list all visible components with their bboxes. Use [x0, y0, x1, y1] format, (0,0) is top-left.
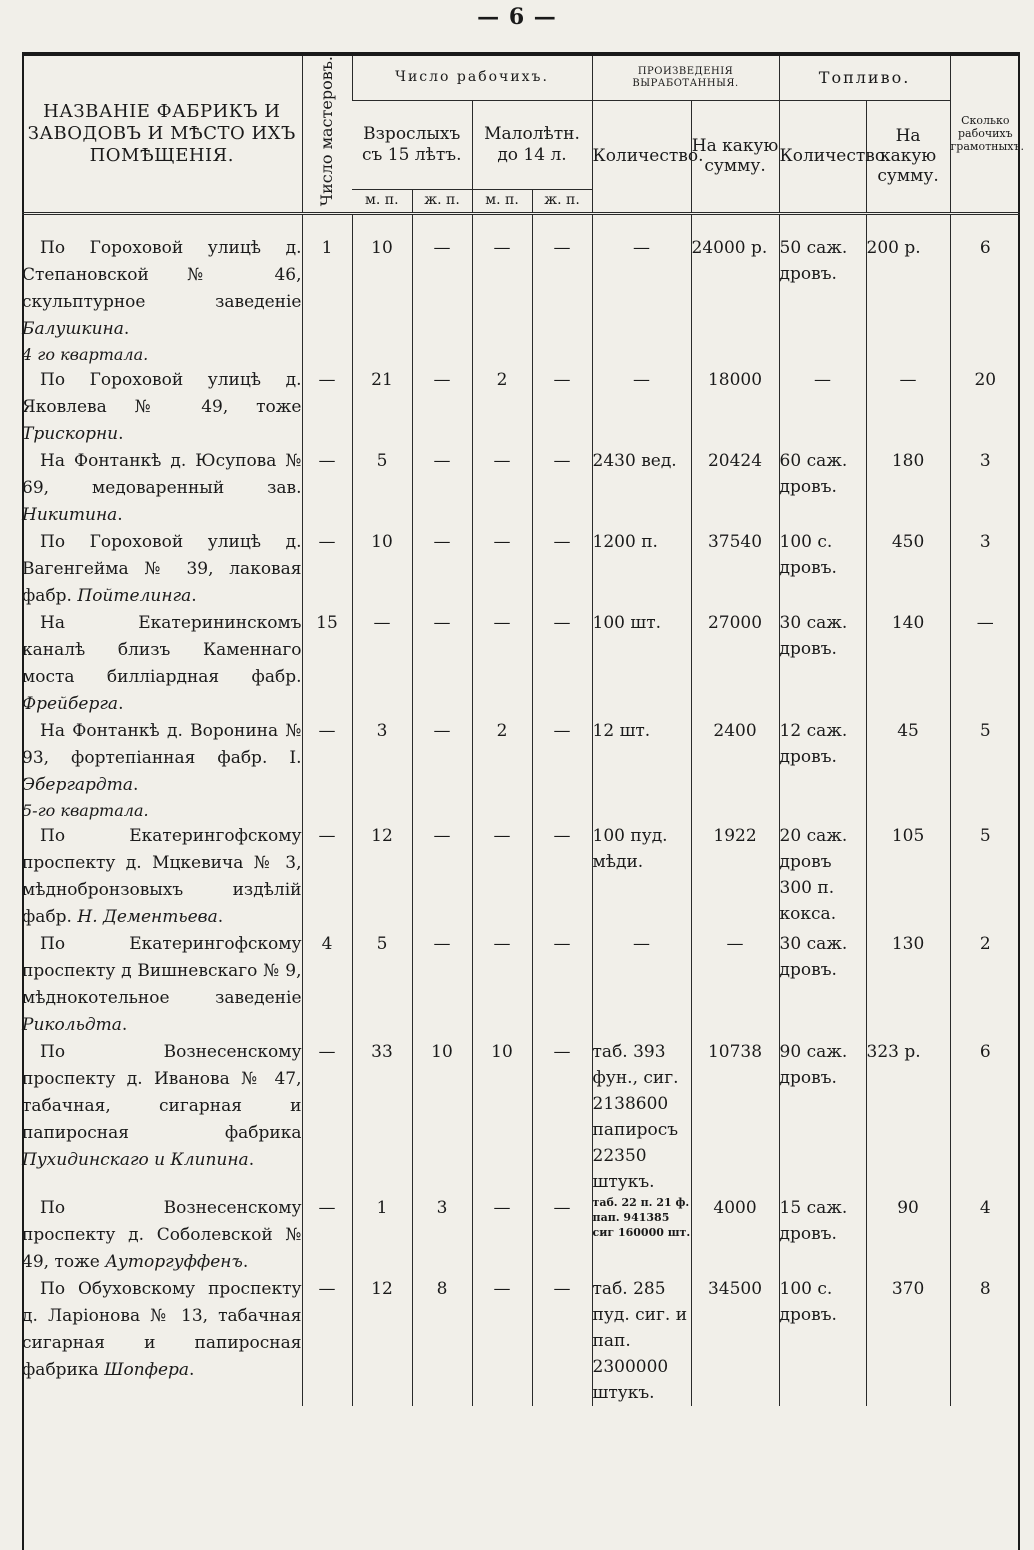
cell-masters: — [302, 823, 352, 931]
cell-am: — [352, 610, 412, 718]
cell-masters: — [302, 1039, 352, 1195]
cell-af: — [412, 931, 472, 1039]
cell-masters: — [302, 1276, 352, 1406]
empty-cell [866, 343, 950, 367]
empty-cell [472, 799, 532, 823]
cell-af: — [412, 718, 472, 799]
table-row [22, 448, 1020, 529]
cell-ps: 24000 р. [691, 235, 779, 343]
table-row [22, 823, 1020, 931]
table-row [22, 1195, 1020, 1276]
cell-mf: — [532, 448, 592, 529]
cell-fs: 323 р. [866, 1039, 950, 1195]
cell-lit: 5 [950, 823, 1020, 931]
cell-mf: — [532, 367, 592, 448]
empty-cell [779, 799, 866, 823]
cell-am: 5 [352, 448, 412, 529]
factory-name: По Вознесенскому проспекту д. Соболевской № 49, тоже Аутоpгуффенъ. [22, 1198, 302, 1273]
empty-cell [302, 343, 352, 367]
cell-ps: 20424 [691, 448, 779, 529]
empty-cell [352, 799, 412, 823]
empty-cell [532, 343, 592, 367]
page-number: — 6 — [477, 4, 557, 30]
cell-mm: — [472, 931, 532, 1039]
table-body [22, 213, 1020, 1406]
cell-ps: 1922 [691, 823, 779, 931]
cell-ps: 10738 [691, 1039, 779, 1195]
cell-fs: 140 [866, 610, 950, 718]
cell-pq: таб. 393 фун., сиг. 2138600 папиросъ 22350 штукъ. [592, 1039, 691, 1195]
cell-fs: 130 [866, 931, 950, 1039]
table-row [22, 529, 1020, 610]
cell-mf: — [532, 1039, 592, 1195]
empty-cell [352, 343, 412, 367]
cell-af: — [412, 235, 472, 343]
cell-masters: — [302, 1195, 352, 1276]
empty-cell [691, 343, 779, 367]
section-title: 4 го квартала. [22, 345, 149, 365]
cell-fq: 20 саж. дровъ 300 п. кокса. [779, 823, 866, 931]
cell-fq: 90 саж. дровъ. [779, 1039, 866, 1195]
cell-ps: 27000 [691, 610, 779, 718]
empty-cell [302, 799, 352, 823]
header-workers-group: Число рабочихъ. [352, 56, 592, 100]
cell-mf: — [532, 235, 592, 343]
cell-fs: — [866, 367, 950, 448]
cell-am: 10 [352, 235, 412, 343]
cell-fs: 450 [866, 529, 950, 610]
cell-mf: — [532, 1276, 592, 1406]
cell-mm: 2 [472, 367, 532, 448]
cell-mm: — [472, 1195, 532, 1276]
factories-table [22, 56, 1024, 1406]
cell-masters: — [302, 367, 352, 448]
cell-af: 8 [412, 1276, 472, 1406]
empty-cell [691, 799, 779, 823]
factory-name: На Екатерининскомъ каналѣ близъ Каменнаго моста билліардная фабр. Фрейберга. [22, 613, 302, 715]
header-products-quantity: Количество. [592, 100, 691, 213]
section-title: 5-го квартала. [22, 801, 149, 821]
cell-pq: таб. 22 п. 21 ф. пап. 941385 сиг 160000 шт. [592, 1195, 691, 1276]
cell-fq: 30 саж. дровъ. [779, 610, 866, 718]
header-masters-label: Число мастеровъ. [317, 56, 337, 207]
factory-name: По Екатерингофскому проспекту д Вишневскаго № 9, мѣднокотельное заведеніе Рикольдта. [22, 934, 302, 1036]
header-minors-male: м. п. [472, 189, 532, 213]
cell-masters: 1 [302, 235, 352, 343]
cell-masters: 15 [302, 610, 352, 718]
factory-name: По Обуховскому проспекту д. Ларіонова № 13, табачная сигарная и папиросная фабрика Шопфера. [22, 1279, 302, 1381]
header-products-sum: На какую сумму. [691, 100, 779, 213]
cell-mm: — [472, 529, 532, 610]
cell-af: — [412, 823, 472, 931]
empty-cell [532, 799, 592, 823]
cell-mf: — [532, 718, 592, 799]
header-minors-female: ж. п. [532, 189, 592, 213]
cell-fs: 180 [866, 448, 950, 529]
empty-cell [412, 799, 472, 823]
cell-fq: 50 саж. дровъ. [779, 235, 866, 343]
cell-am: 10 [352, 529, 412, 610]
cell-ps: 4000 [691, 1195, 779, 1276]
empty-cell [950, 343, 1020, 367]
table-row [22, 718, 1020, 799]
cell-lit: 5 [950, 718, 1020, 799]
cell-mf: — [532, 529, 592, 610]
cell-pq: — [592, 367, 691, 448]
table-row [22, 1276, 1020, 1406]
cell-fs: 105 [866, 823, 950, 931]
factory-name: По Гороховой улицѣ д. Вагенгейма № 39, лаковая фабр. Пойтелинга. [22, 532, 302, 607]
cell-ps: 34500 [691, 1276, 779, 1406]
factory-name: На Фонтанкѣ д. Юсупова № 69, медоваренный зав. Никитина. [22, 451, 302, 526]
cell-am: 12 [352, 823, 412, 931]
cell-ps: 37540 [691, 529, 779, 610]
cell-masters: — [302, 718, 352, 799]
cell-af: 10 [412, 1039, 472, 1195]
empty-cell [950, 799, 1020, 823]
header-adults-female: ж. п. [412, 189, 472, 213]
cell-af: 3 [412, 1195, 472, 1276]
cell-mf: — [532, 823, 592, 931]
cell-masters: — [302, 529, 352, 610]
cell-mf: — [532, 610, 592, 718]
cell-pq: таб. 285 пуд. сиг. и пап. 2300000 штукъ. [592, 1276, 691, 1406]
cell-pq: 12 шт. [592, 718, 691, 799]
cell-pq: 1200 п. [592, 529, 691, 610]
cell-mf: — [532, 931, 592, 1039]
section-row [22, 799, 1020, 823]
factory-name: По Гороховой улицѣ д. Степановской № 46, скульптурное заведеніе Балушкина. [22, 238, 302, 340]
cell-ps: 18000 [691, 367, 779, 448]
empty-cell [866, 799, 950, 823]
cell-fs: 45 [866, 718, 950, 799]
cell-mm: — [472, 1276, 532, 1406]
header-adults-male: м. п. [352, 189, 412, 213]
empty-cell [412, 343, 472, 367]
cell-masters: 4 [302, 931, 352, 1039]
factory-name: На Фонтанкѣ д. Воронина № 93, фортепіанная фабр. І. Эбергардта. [22, 721, 302, 796]
cell-fq: 60 саж. дровъ. [779, 448, 866, 529]
cell-mm: — [472, 448, 532, 529]
factory-name: По Екатерингофскому проспекту д. Мцкевича № 3, мѣднобронзовыхъ издѣлій фабр. Н. Дементьева. [22, 826, 302, 928]
cell-fs: 200 р. [866, 235, 950, 343]
cell-lit: 3 [950, 529, 1020, 610]
empty-cell [592, 343, 691, 367]
cell-mf: — [532, 1195, 592, 1276]
header-minors: Малолѣтн. до 14 л. [472, 100, 592, 189]
header-products-group: ПРОИЗВЕДЕНІЯ ВЫРАБОТАННЫЯ. [592, 56, 779, 100]
factory-name: По Вознесенскому проспекту д. Иванова № 47, табачная, сигарная и папиросная фабрика Пухидинскаго и Клипина. [22, 1042, 302, 1171]
cell-fq: — [779, 367, 866, 448]
cell-lit: 6 [950, 235, 1020, 343]
cell-af: — [412, 367, 472, 448]
cell-mm: 10 [472, 1039, 532, 1195]
spacer-row [22, 213, 1020, 235]
cell-ps: — [691, 931, 779, 1039]
cell-mm: 2 [472, 718, 532, 799]
cell-am: 21 [352, 367, 412, 448]
table-row [22, 931, 1020, 1039]
cell-pq: 2430 вед. [592, 448, 691, 529]
cell-fq: 15 саж. дровъ. [779, 1195, 866, 1276]
factory-name: По Гороховой улицѣ д. Яковлева № 49, тоже Трискорни. [22, 370, 302, 445]
header-fuel-sum: На какую сумму. [866, 100, 950, 213]
cell-lit: 3 [950, 448, 1020, 529]
cell-am: 3 [352, 718, 412, 799]
cell-pq: 100 пуд. мѣди. [592, 823, 691, 931]
header-adults: Взрослыхъ съ 15 лѣтъ. [352, 100, 472, 189]
table-row [22, 235, 1020, 343]
header-name-column: НАЗВАНІЕ ФАБРИКЪ И ЗАВОДОВЪ И МѢСТО ИХЪ ПОМѢЩЕНІЯ. [22, 56, 302, 213]
cell-lit: 2 [950, 931, 1020, 1039]
cell-lit: — [950, 610, 1020, 718]
section-row [22, 343, 1020, 367]
cell-ps: 2400 [691, 718, 779, 799]
header-masters-column [302, 56, 352, 213]
cell-am: 33 [352, 1039, 412, 1195]
cell-af: — [412, 529, 472, 610]
cell-fq: 30 саж. дровъ. [779, 931, 866, 1039]
empty-cell [472, 343, 532, 367]
table-row [22, 1039, 1020, 1195]
cell-am: 12 [352, 1276, 412, 1406]
cell-mm: — [472, 823, 532, 931]
empty-cell [779, 343, 866, 367]
cell-fq: 12 саж. дровъ. [779, 718, 866, 799]
cell-af: — [412, 610, 472, 718]
cell-mm: — [472, 235, 532, 343]
cell-am: 5 [352, 931, 412, 1039]
cell-fq: 100 с. дровъ. [779, 529, 866, 610]
table-row [22, 367, 1020, 448]
cell-lit: 6 [950, 1039, 1020, 1195]
cell-lit: 4 [950, 1195, 1020, 1276]
cell-masters: — [302, 448, 352, 529]
header-fuel-group: Топливо. [779, 56, 950, 100]
cell-pq: — [592, 235, 691, 343]
empty-cell [592, 799, 691, 823]
cell-lit: 8 [950, 1276, 1020, 1406]
cell-am: 1 [352, 1195, 412, 1276]
table-row [22, 610, 1020, 718]
header-literate-column: Сколько рабочихъ грамотныхъ. [950, 56, 1020, 213]
cell-lit: 20 [950, 367, 1020, 448]
cell-fs: 90 [866, 1195, 950, 1276]
cell-pq: 100 шт. [592, 610, 691, 718]
cell-fq: 100 с. дровъ. [779, 1276, 866, 1406]
cell-pq: — [592, 931, 691, 1039]
cell-af: — [412, 448, 472, 529]
cell-mm: — [472, 610, 532, 718]
cell-fs: 370 [866, 1276, 950, 1406]
header-fuel-quantity: Количество. [779, 100, 866, 213]
